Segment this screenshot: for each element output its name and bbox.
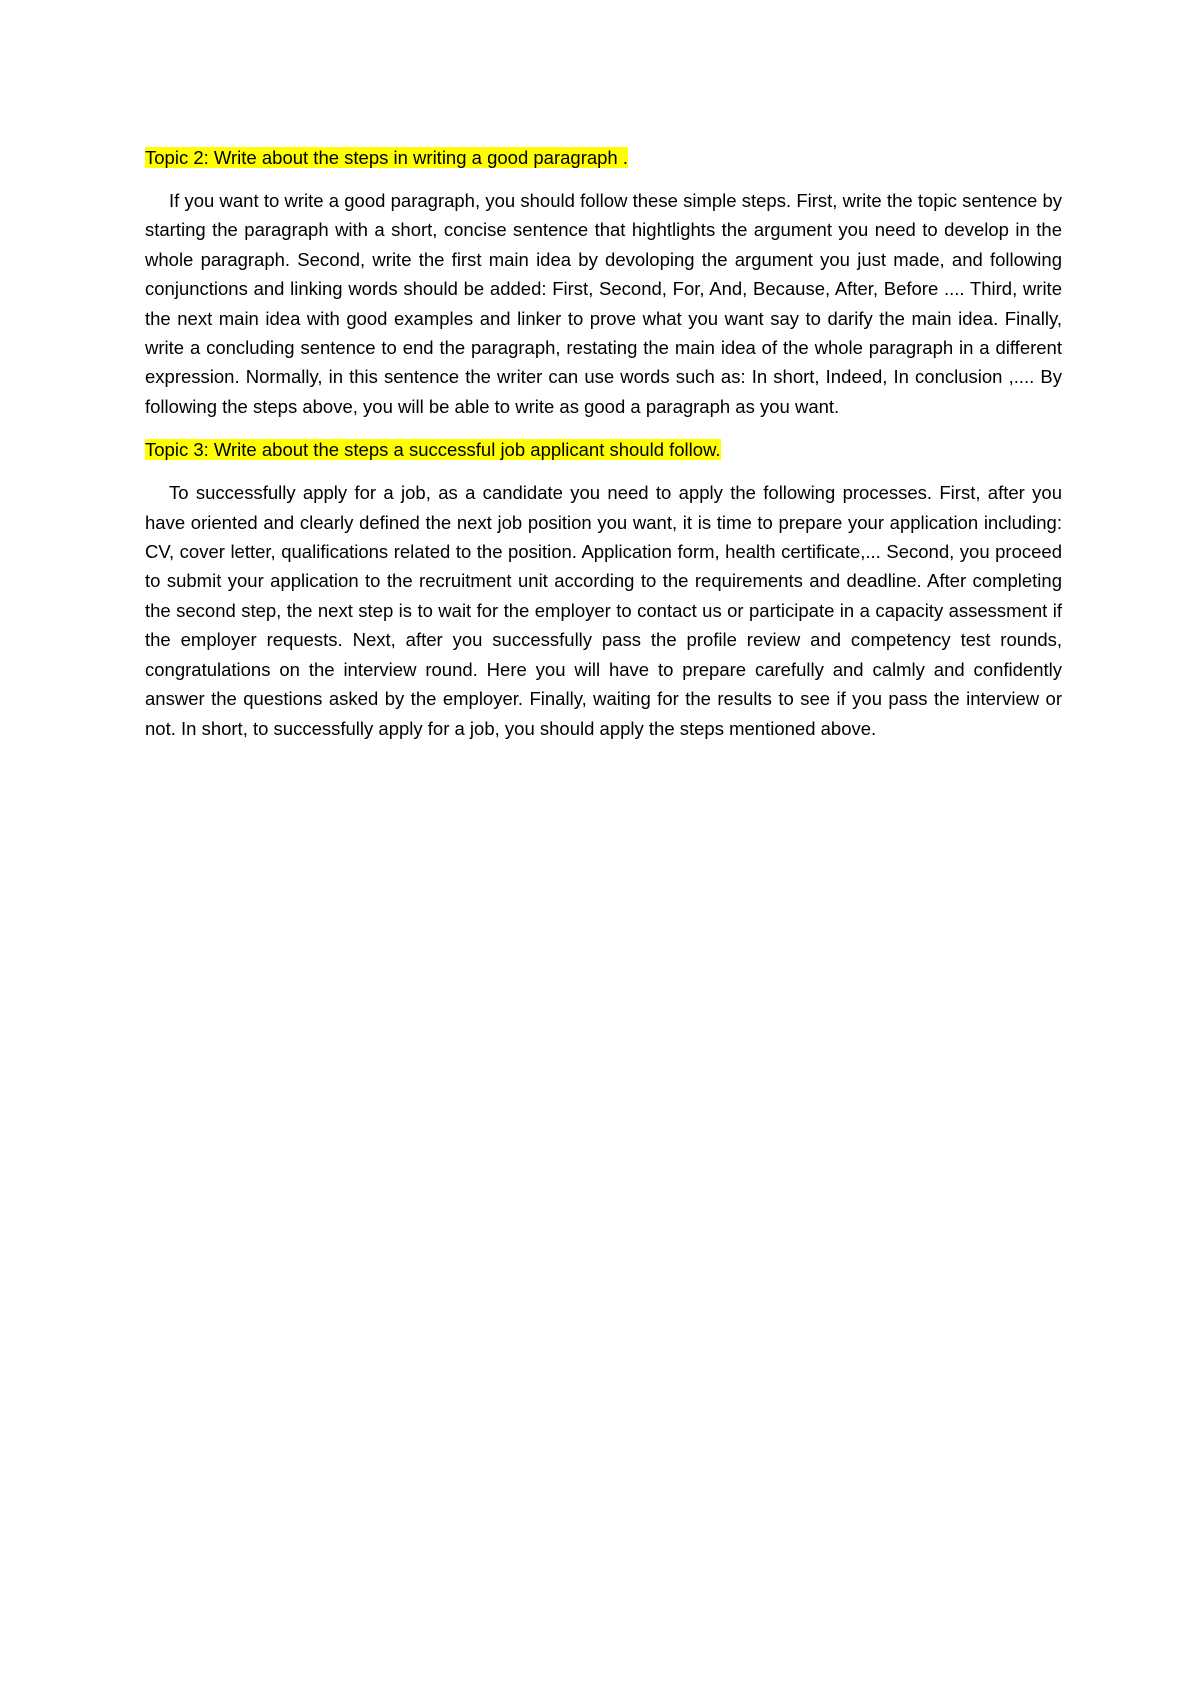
topic-3-heading <box>145 435 1062 464</box>
topic-2-heading-highlight: Topic 2: Write about the steps in writing a good paragraph . <box>145 147 628 168</box>
topic-3-paragraph: To successfully apply for a job, as a candidate you need to apply the following processes. First, after you have oriented and clearly defined the next job position you want, it is time to prepare your application including: CV, cover letter, qualifications related to the position. Application form, health certificate,... Second, you proceed to submit your application to the recruitment unit according to the requirements and deadline. After completing the second step, the next step is to wait for the employer to contact us or participate in a capacity assessment if the employer requests. Next, after you successfully pass the profile review and competency test rounds, congratulations on the interview round. Here you will have to prepare carefully and calmly and confidently answer the questions asked by the employer. Finally, waiting for the results to see if you pass the interview or not. In short, to successfully apply for a job, you should apply the steps mentioned above. <box>145 482 1062 739</box>
document-content <box>145 143 1062 743</box>
topic-3-heading-highlight: Topic 3: Write about the steps a successful job applicant should follow. <box>145 439 721 461</box>
topic-2-paragraph: If you want to write a good paragraph, you should follow these simple steps. First, write the topic sentence by starting the paragraph with a short, concise sentence that hightlights the argument you need to develop in the whole paragraph. Second, write the first main idea by devoloping the argument you just made, and following conjunctions and linking words should be added: First, Second, For, And, Because, After, Before .... Third, write the next main idea with good examples and linker to prove what you want say to darify the main idea. Finally, write a concluding sentence to end the paragraph, restating the main idea of the whole paragraph in a different expression. Normally, in this sentence the writer can use words such as: In short, Indeed, In conclusion ,.... By following the steps above, you will be able to write as good a paragraph as you want. <box>145 190 1062 417</box>
topic-2-heading <box>145 143 1062 172</box>
